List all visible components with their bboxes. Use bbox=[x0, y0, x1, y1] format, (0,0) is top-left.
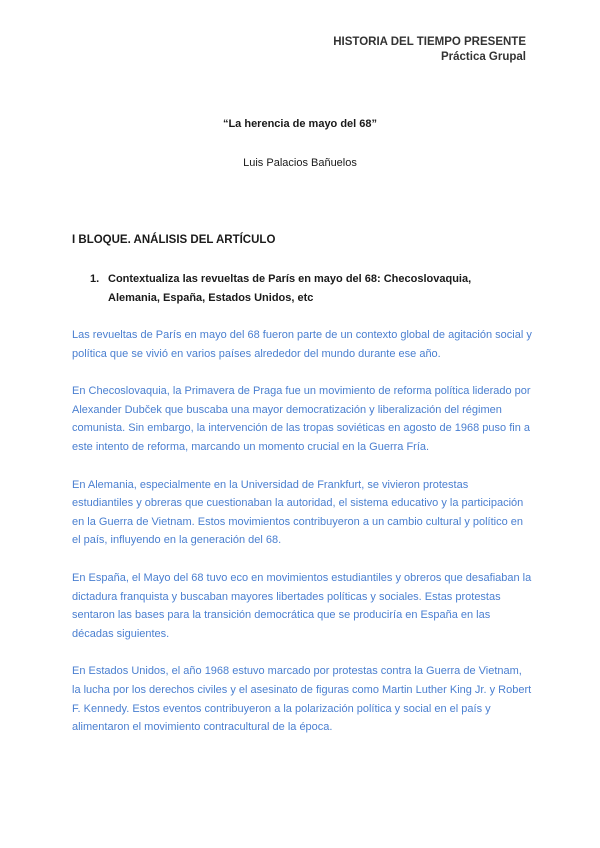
page-header bbox=[333, 35, 526, 65]
answer-paragraph-united-states: En Estados Unidos, el año 1968 estuvo marcado por protestas contra la Guerra de Vietnam, la lucha por los derechos civiles y el asesinato de figuras como Martin Luther King Jr. y Robert F. Kennedy. Estos eventos contribuyeron a la polarización política y social en el país y alimentaron el movimiento contracultural de la época. bbox=[72, 665, 532, 734]
document-title: “La herencia de mayo del 68” bbox=[222, 118, 378, 130]
answer-paragraph-czechoslovakia: En Checoslovaquia, la Primavera de Praga fue un movimiento de reforma política liderado por Alexander Dubček que buscaba una mayor democratización y liberalización del régimen comunista. Sin embargo, la intervención de las tropas soviéticas en agosto de 1968 puso fin a este intento de reforma, marcando un momento crucial en la Guerra Fría. bbox=[72, 385, 531, 453]
section-heading: I BLOQUE. ANÁLISIS DEL ARTÍCULO bbox=[72, 234, 276, 246]
answer-paragraph-spain: En España, el Mayo del 68 tuvo eco en movimientos estudiantiles y obreros que desafiaban la dictadura franquista y buscaban mayores libertades políticas y sociales. Estas protestas sentaron las bases para la transición democrática que se produciría en España en las décadas siguientes. bbox=[72, 571, 532, 640]
question-line-2: Alemania, España, Estados Unidos, etc bbox=[108, 292, 314, 304]
question-text bbox=[108, 270, 471, 308]
question-number: 1. bbox=[90, 273, 100, 285]
answer-body bbox=[72, 326, 532, 756]
answer-paragraph-germany: En Alemania, especialmente en la Universidad de Frankfurt, se vivieron protestas estudiantiles y obreras que cuestionaban la autoridad, el sistema educativo y la participación en la Guerra de Vietnam. Estos movimientos contribuyeron a un cambio cultural y político en el país, influyendo en la generación del 68. bbox=[72, 478, 524, 547]
document-author: Luis Palacios Bañuelos bbox=[243, 157, 357, 169]
question-line-1: Contextualiza las revueltas de París en mayo del 68: Checoslovaquia, bbox=[108, 273, 472, 285]
answer-paragraph-intro: Las revueltas de París en mayo del 68 fueron parte de un contexto global de agitación social y política que se vivió en varios países alrededor del mundo durante ese año. bbox=[72, 329, 532, 360]
assignment-type: Práctica Grupal bbox=[440, 51, 526, 63]
course-name: HISTORIA DEL TIEMPO PRESENTE bbox=[333, 36, 526, 48]
question-item bbox=[90, 270, 520, 308]
